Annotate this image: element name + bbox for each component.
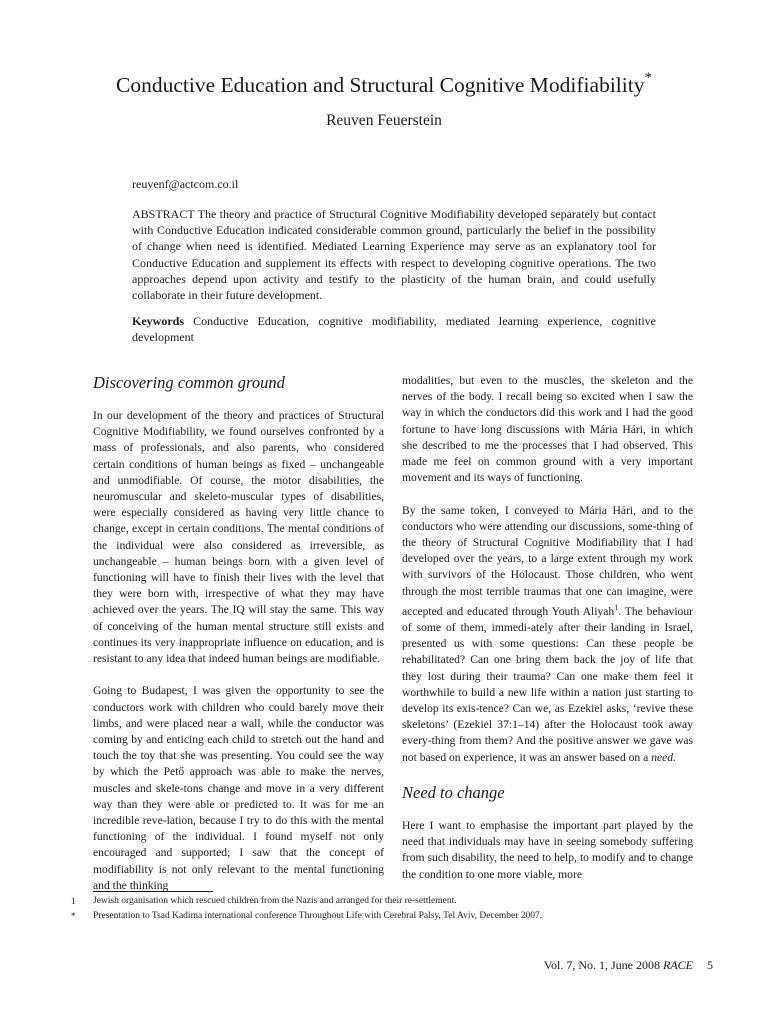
column-right (402, 373, 693, 899)
keywords-label: Keywords (132, 314, 184, 328)
footnote-text: Presentation to Tsad Kadima international conference Throughout Life with Cerebral Palsy, Tel Aviv, December 2007. (93, 911, 543, 921)
section-heading-need-to-change: Need to change (402, 782, 505, 802)
paragraph-text: . The behaviour of some of them, immedi-ately after their landing in Israel, presented us with some questions: Can these people be rehabilitated? Can one bring them back the joy of life that they lost during their trauma? Can one make them feel it worthwhile to build a new life within a nation just starting to develop its exis-tence? Can we, as Ezekiel asks, ‘revive these skeletons’ (Ezekiel 37:1–14) after the Holocaust took away every-thing from them? And the positive answer we gave was not based on experience, it was an answer based on a (402, 604, 693, 764)
footnote-mark: * (71, 911, 76, 921)
paragraph: Here I want to emphasise the important part played by the need that individuals may have in seeing somebody suffering from such disability, the need to help, to modify and to change the condition to one more viable, more (402, 818, 693, 881)
footnote-star (71, 910, 693, 922)
abstract: ABSTRACT The theory and practice of Structural Cognitive Modifiability developed separately but contact with Conductive Education indicated considerable common ground, particularly the belief in the possibility of change when need is identified. Mediated Learning Experience may serve as an explanatory tool for Conductive Education and supplement its effects with respect to developing cognitive operations. The two approaches depend upon activity and testify to the plasticity of the human brain, and could usefully collaborate in their future development. (132, 207, 656, 303)
section-heading-common-ground: Discovering common ground (93, 373, 285, 392)
footnote-text: Jewish organisation which rescued children from the Nazis and arranged for their re-settlement. (93, 896, 457, 906)
footnote-1 (71, 895, 693, 907)
paragraph: modalities, but even to the muscles, the skeleton and the nerves of the body. I recall being so excited when I saw the way in which the conductors did this work and I had the good fortune to have long discussions with Mária Hári, in which she described to me the processes that I had observed. This made me feel on common ground with a very important movement and its ways of functioning. (402, 374, 693, 485)
paragraph-text: By the same token, I conveyed to Mária Hári, and to the conductors who were attending our discussions, some-thing of the theory of Structural Cognitive Modifiability that I had developed over the years, to a large extent through my work with survivors of the Holocaust. Those children, who went through the most terrible traumas that one can imagine, were accepted and educated through Youth Aliyah (402, 503, 693, 618)
paragraph: In our development of the theory and practices of Structural Cognitive Modifiability, we found ourselves confronted by a mass of professionals, and also parents, who considered certain conditions of human beings as fixed – unchangeable and unmodifiable. Of course, the motor disabilities, the neuromuscular and skeleto-muscular types of disabilities, were especially considered as having very little chance to change, except in certain conditions. The mental conditions of the individual were also considered as irreversible, as unchangeable – human beings born with a given level of functioning will have to finish their lives with the level that they were born with, irrespective of what they may have achieved over the years. The IQ will stay the same. This way of conceiving of the human mental structure still exists and continues its very inappropriate influence on education, and is resistant to any idea that indeed human beings are modifiable. (93, 409, 384, 666)
page-number: 5 (707, 958, 713, 972)
title-footnote-mark: * (644, 70, 652, 86)
page-title (0, 66, 768, 99)
footnote-ref: 1 (614, 602, 619, 612)
author-name: Reuven Feuerstein (326, 112, 442, 129)
footnote-mark: 1 (71, 896, 76, 906)
page-footer (544, 957, 713, 973)
paragraph: Going to Budapest, I was given the opportunity to see the conductors work with children who could barely move their limbs, and were placed near a wall, while the conductor was coming by and enticing each child to stretch out the hand and touch the toy that she was presenting. You could see the way by which the Pető approach was able to make the nerves, muscles and skele-tons change and move in a very different way than they were able or predicted to. It was for me an incredible reve-lation, because I try to do this with the mental functioning of the individual. I found myself not only encouraged and supported; I saw that the concept of modifiability is not only relevant to the mental functioning and the thinking (93, 684, 384, 892)
footnote-divider (93, 891, 213, 892)
author-email: reuvenf@actcom.co.il (132, 177, 239, 191)
keywords-text: Conductive Education, cognitive modifiability, mediated learning experience, cognitive development (132, 314, 657, 345)
column-left (93, 372, 384, 910)
title-text: Conductive Education and Structural Cognitive Modifiability (116, 73, 645, 98)
issue-info: Vol. 7, No. 1, June 2008 (543, 958, 660, 972)
paragraph (402, 503, 693, 766)
emphasis-need: need. (651, 750, 676, 764)
journal-name: RACE (663, 958, 693, 972)
keywords (132, 313, 656, 345)
